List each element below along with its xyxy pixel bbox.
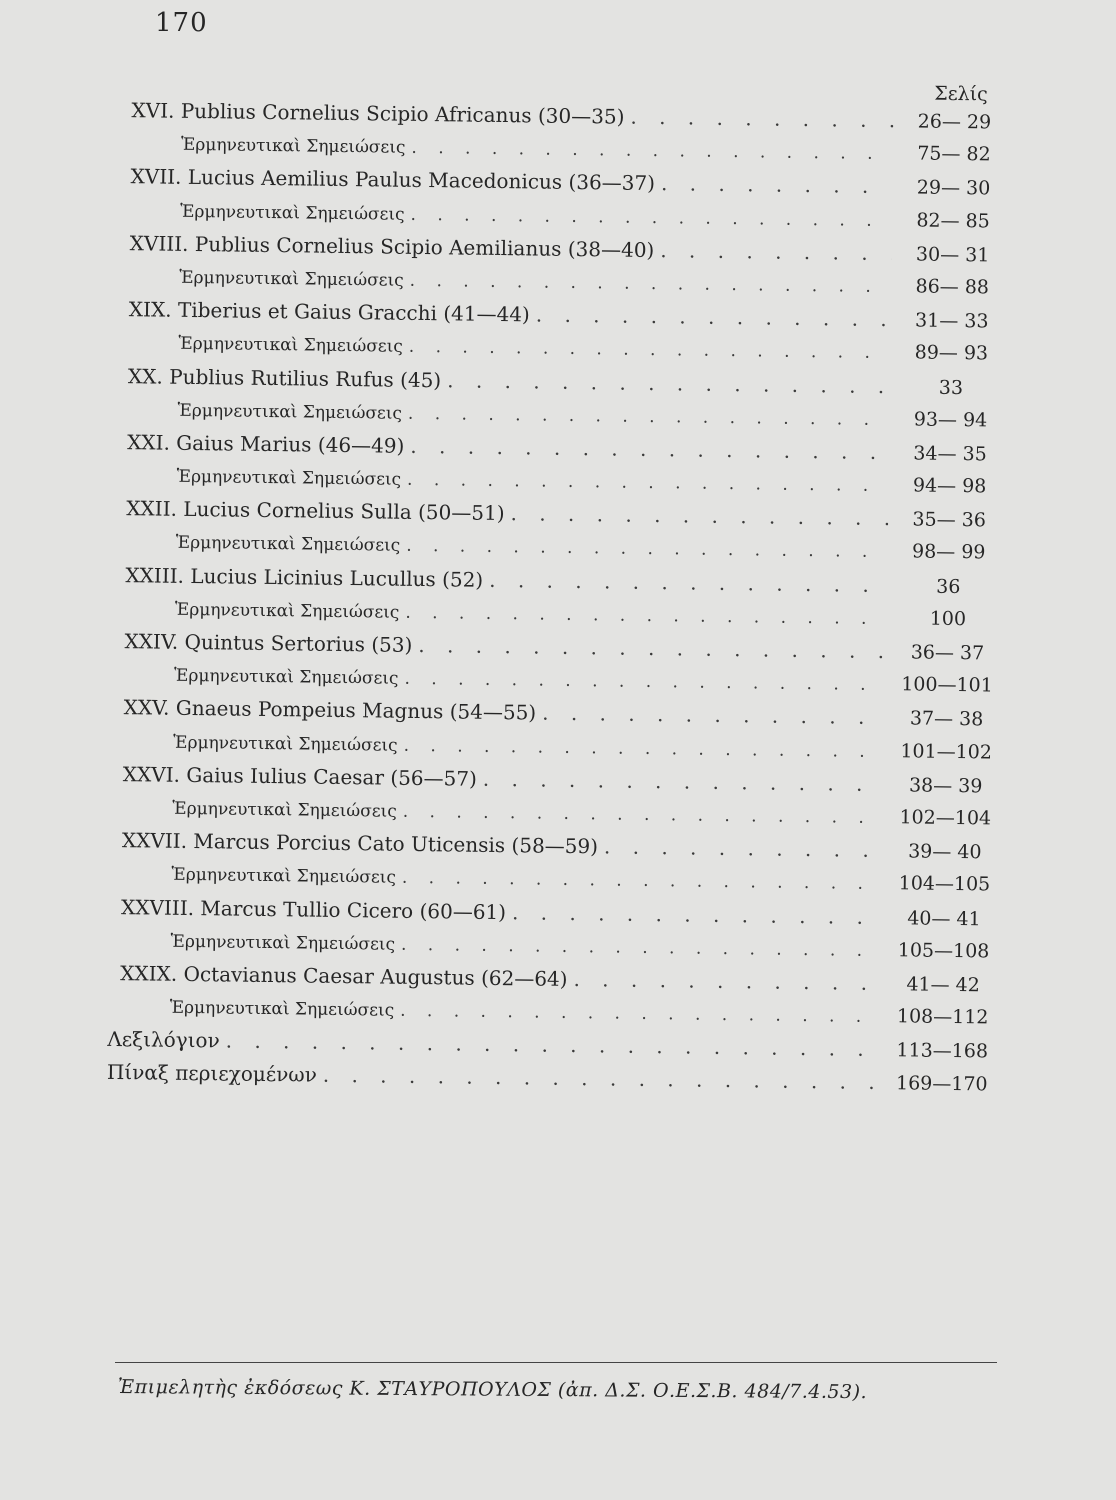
dot-leader	[510, 497, 888, 535]
dot-leader	[536, 299, 891, 337]
toc-entry-pages: 94— 98	[912, 474, 987, 498]
toc-entry-pages: 29— 30	[916, 176, 991, 200]
toc-entry-pages: 39— 40	[908, 840, 982, 864]
toc-entry-title: Ἑρμηνευτικαὶ Σημειώσεις	[180, 201, 405, 225]
dot-leader	[573, 963, 882, 1000]
toc-entry-pages: 35— 36	[912, 508, 987, 532]
toc-entry-title: XVIII. Publius Cornelius Scipio Aemilianus (38—40)	[129, 230, 655, 262]
dot-leader	[630, 101, 893, 138]
toc-entry-pages: 26— 29	[917, 110, 992, 134]
toc-entry-title: XXIII. Lucius Licinius Lucullus (52)	[125, 562, 484, 592]
pages-column-header: Σελίς	[934, 82, 988, 106]
dot-leader	[323, 1059, 881, 1100]
toc-entry-title: Ἑρμηνευτικαὶ Σημειώσεις	[175, 533, 401, 557]
toc-entry-pages: 34— 35	[913, 442, 987, 466]
toc-entry-pages: 169—170	[895, 1072, 988, 1096]
toc-entry-pages: 33	[938, 376, 964, 399]
toc-entry-title: XXI. Gaius Marius (46—49)	[127, 430, 405, 458]
toc-entry-title: XXIV. Quintus Sertorius (53)	[124, 629, 413, 657]
table-of-contents	[107, 72, 1010, 1101]
toc-entry-title: XXIX. Octavianus Caesar Augustus (62—64)	[120, 960, 568, 991]
dot-leader	[542, 697, 886, 735]
imprint-footer: Ἐπιμελητὴς ἐκδόσεως Κ. ΣΤΑΥΡΟΠΟΥΛΟΣ (ἀπ. Δ.Σ. Ο.Ε.Σ.Β. 484/7.4.53).	[117, 1376, 868, 1404]
page-number: 170	[155, 8, 208, 38]
toc-entry-title: Λεξιλόγιον	[107, 1027, 220, 1053]
dot-leader	[418, 629, 887, 668]
toc-entry-title: Πίναξ περιεχομένων	[106, 1060, 317, 1088]
toc-entry-title: Ἑρμηνευτικαὶ Σημειώσεις	[179, 267, 404, 291]
toc-entry-pages: 30— 31	[915, 243, 990, 267]
dot-leader	[661, 167, 893, 203]
toc-entry-title: XX. Publius Rutilius Rufus (45)	[127, 363, 442, 392]
dot-leader	[512, 896, 883, 934]
toc-entry-title: Ἑρμηνευτικαὶ Σημειώσεις	[180, 134, 406, 158]
dot-leader	[604, 831, 884, 868]
toc-entry-pages: 104—105	[898, 872, 991, 896]
toc-entry-title: XVI. Publius Cornelius Scipio Africanus (30—35)	[131, 98, 625, 129]
toc-entry-title: Ἑρμηνευτικαὶ Σημειώσεις	[174, 599, 400, 623]
toc-entry-pages: 113—168	[896, 1039, 989, 1063]
toc-entry-title: Ἑρμηνευτικαὶ Σημειώσεις	[177, 400, 403, 424]
dot-leader	[483, 763, 885, 801]
toc-entry-title: XXVII. Marcus Porcius Cato Uticensis (58—59)	[121, 828, 599, 859]
toc-entry-title: Ἑρμηνευτικαὶ Σημειώσεις	[170, 931, 396, 955]
toc-entry-title: XXVI. Gaius Iulius Caesar (56—57)	[122, 761, 478, 791]
toc-entry-pages: 101—102	[900, 739, 993, 764]
toc-entry-pages: 36	[936, 575, 961, 598]
toc-entry-pages: 37— 38	[909, 707, 984, 731]
dot-leader	[447, 364, 890, 403]
toc-entry-pages: 38— 39	[908, 774, 983, 798]
toc-entry-title: Ἑρμηνευτικαὶ Σημειώσεις	[173, 732, 398, 756]
footer-divider	[115, 1362, 997, 1363]
toc-entry-pages: 89— 93	[914, 341, 989, 365]
dot-leader	[410, 430, 889, 469]
toc-entry-title: Ἑρμηνευτικαὶ Σημειώσεις	[169, 997, 395, 1021]
toc-entry-title: XXVIII. Marcus Tullio Cicero (60—61)	[120, 894, 507, 924]
toc-entry-title: Ἑρμηνευτικαὶ Σημειώσεις	[171, 865, 397, 888]
toc-entry-title: XIX. Tiberius et Gaius Gracchi (41—44)	[128, 297, 530, 327]
dot-leader	[660, 234, 892, 270]
toc-entry-pages: 108—112	[896, 1005, 989, 1029]
toc-entry-pages: 75— 82	[917, 142, 991, 166]
toc-entry-title: Ἑρμηνευτικαὶ Σημειώσεις	[173, 665, 399, 689]
toc-entry-pages: 102—104	[899, 806, 992, 830]
toc-entry-pages: 98— 99	[911, 540, 986, 564]
toc-entry-pages: 100—101	[901, 673, 993, 697]
toc-entry-title: XXV. Gnaeus Pompeius Magnus (54—55)	[123, 695, 537, 725]
toc-entry-title: Ἑρμηνευτικαὶ Σημειώσεις	[176, 466, 402, 490]
dot-leader	[489, 564, 888, 602]
toc-entry-pages: 93— 94	[913, 408, 988, 432]
toc-entry-pages: 36— 37	[910, 641, 985, 665]
toc-entry-pages: 31— 33	[914, 309, 989, 333]
toc-entry-title: Ἑρμηνευτικαὶ Σημειώσεις	[172, 798, 397, 822]
toc-entry-pages: 100	[929, 607, 967, 630]
toc-entry-pages: 105—108	[897, 938, 990, 963]
toc-entry-pages: 40— 41	[907, 906, 981, 930]
toc-entry-title: XVII. Lucius Aemilius Paulus Macedonicus (36—37)	[130, 164, 656, 196]
toc-entry-title: XXII. Lucius Cornelius Sulla (50—51)	[126, 496, 505, 526]
toc-entry-pages: 86— 88	[915, 275, 990, 299]
toc-entry-pages: 82— 85	[916, 209, 990, 232]
toc-entry-pages: 41— 42	[906, 973, 980, 997]
toc-entry-title: Ἑρμηνευτικαὶ Σημειώσεις	[178, 334, 403, 358]
